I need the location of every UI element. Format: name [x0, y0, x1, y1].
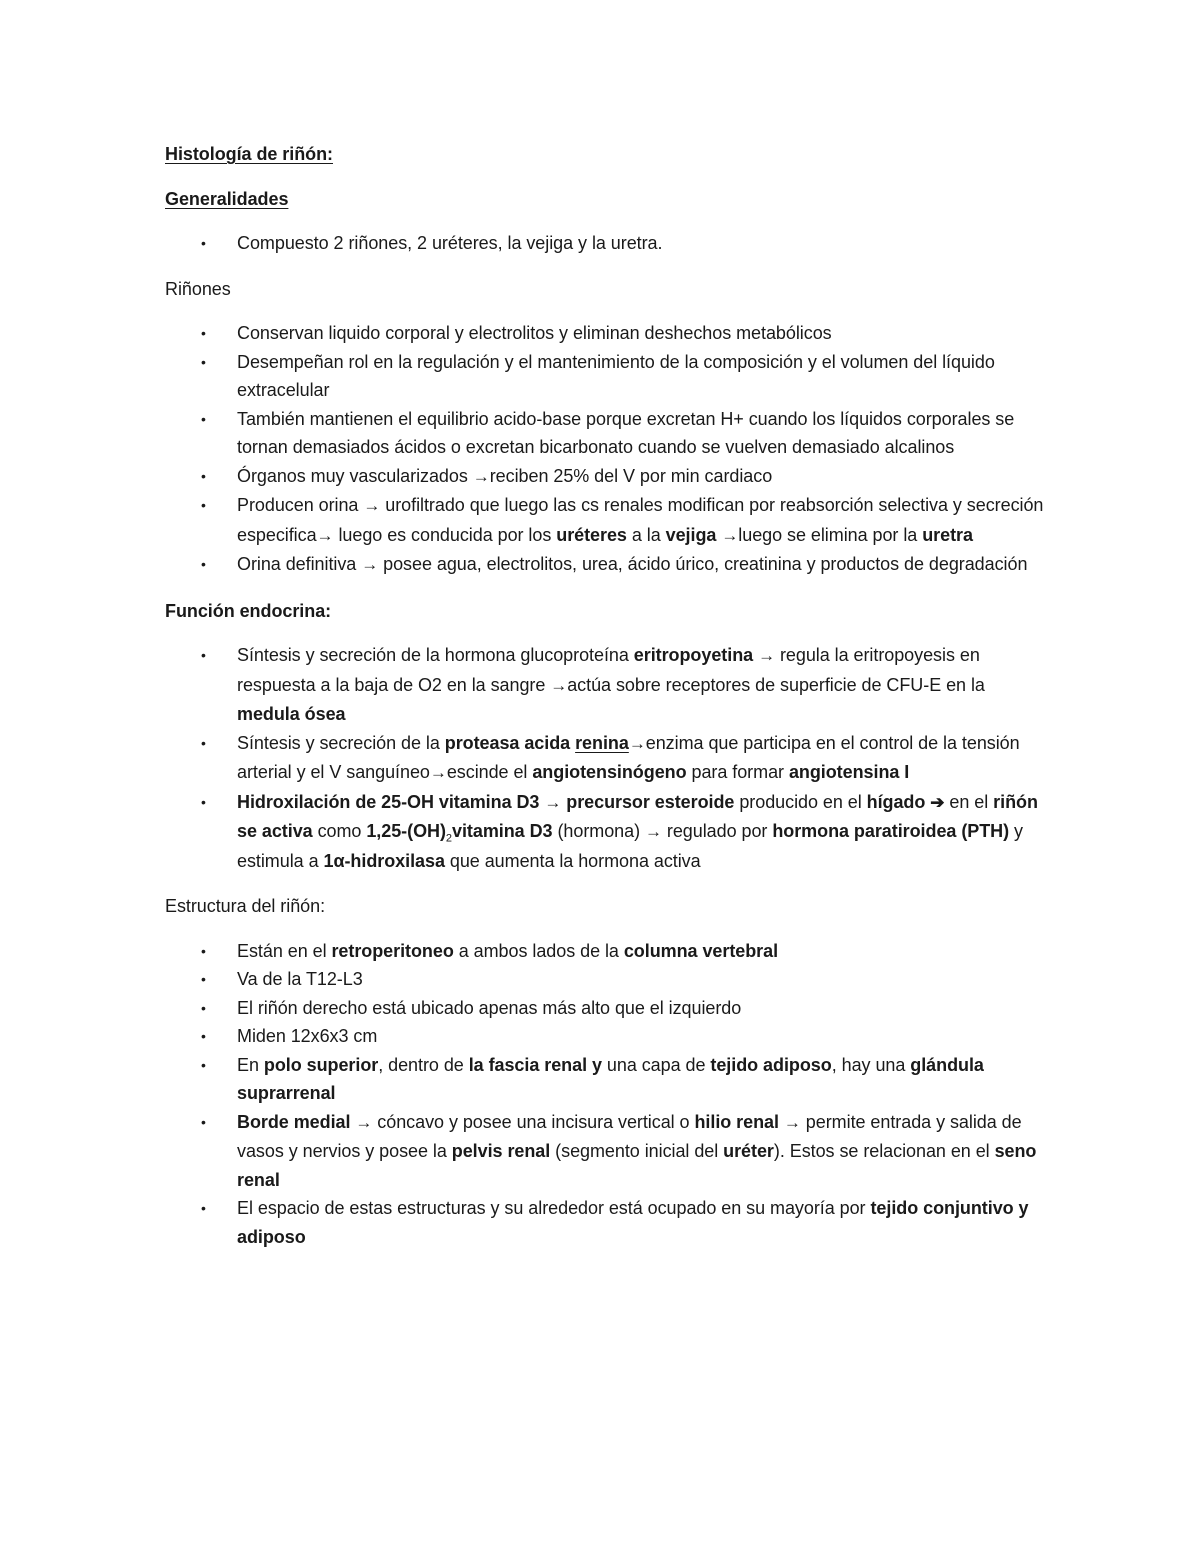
term-eritropoyetina: eritropoyetina	[633, 645, 754, 665]
item-text: regula la eritropoyesis en respuesta a la baja de O2 en la sangre	[237, 645, 980, 695]
item-text: urofiltrado que luego las cs renales modifican por reabsorción selectiva y secreción especifica	[237, 495, 1044, 545]
item-text: luego es conducida por los	[333, 524, 557, 545]
bullet-icon: •	[201, 325, 206, 341]
bullet-icon: •	[201, 1113, 206, 1130]
term-fascia-renal: la fascia renal y	[468, 1054, 602, 1075]
heading-text: Riñones	[165, 278, 231, 299]
item-text: Orina definitiva	[237, 554, 362, 574]
term-glandula: glándula suprarrenal	[237, 1054, 984, 1103]
item-text: Miden 12x6x3 cm	[237, 1026, 378, 1046]
term-pelvis-renal: pelvis renal	[451, 1141, 551, 1161]
item-text: Producen orina	[237, 495, 364, 515]
term-vitamina: vitamina D3	[452, 821, 553, 841]
term-tejido-adiposo: tejido adiposo	[710, 1054, 832, 1075]
term-ureter: uréter	[723, 1141, 774, 1161]
item-text: Compuesto 2 riñones, 2 uréteres, la vejiga y la uretra.	[237, 233, 663, 253]
bullet-icon: •	[201, 1028, 206, 1044]
bullet-icon: •	[201, 235, 206, 251]
heading-text: Función endocrina:	[165, 600, 332, 621]
item-text: cóncavo y posee una incisura vertical o	[372, 1111, 695, 1132]
item-text: posee agua, electrolitos, urea, ácido úrico, creatinina y productos de degradación	[378, 554, 1028, 574]
term-angiotensina: angiotensina I	[788, 762, 910, 782]
term-columna: columna vertebral	[623, 940, 779, 961]
title-text: Histología de riñón:	[165, 144, 333, 164]
item-text: luego se elimina por la	[738, 524, 923, 545]
item-text: Síntesis y secreción de la	[237, 732, 445, 753]
item-text: Va de la T12-L3	[237, 969, 363, 989]
bullet-icon: •	[201, 647, 206, 663]
heading-text: Estructura del riñón:	[165, 896, 326, 916]
item-text: actúa sobre receptores de superficie de CFU-E en la	[567, 674, 985, 695]
list-item	[165, 348, 1045, 405]
list-item	[165, 965, 1045, 994]
item-text: Desempeñan rol en la regulación y el mantenimiento de la composición y el volumen del líquido extracelular	[237, 351, 995, 400]
list-item	[165, 729, 1045, 788]
term-pth: hormona paratiroidea (PTH)	[772, 821, 1010, 841]
list-item	[165, 229, 1045, 258]
term-precursor: precursor esteroide	[561, 791, 735, 812]
term-vejiga: vejiga	[665, 524, 717, 545]
list-item	[165, 1051, 1045, 1108]
term-proteasa: proteasa acida	[444, 732, 576, 753]
bullet-icon: •	[201, 999, 206, 1016]
bullet-icon: •	[201, 734, 206, 751]
item-text: , dentro de	[378, 1054, 469, 1075]
section-heading-endocrina	[165, 597, 1045, 626]
arrow-icon: →	[355, 1112, 373, 1132]
item-text: Conservan liquido corporal y electrolitos y eliminan deshechos metabólicos	[237, 323, 832, 343]
list-estructura	[165, 937, 1045, 1252]
list-generalidades	[165, 229, 1045, 258]
list-item	[165, 1108, 1045, 1195]
list-item	[165, 491, 1045, 550]
item-text: a la	[626, 524, 666, 545]
arrow-icon: →	[472, 466, 490, 486]
item-text: ). Estos se relacionan en el	[773, 1141, 995, 1161]
item-text: reciben 25% del V por min cardiaco	[489, 465, 773, 486]
list-item	[165, 319, 1045, 348]
item-text: una capa de	[601, 1054, 711, 1075]
list-item	[165, 550, 1045, 580]
item-text: y estimula a	[237, 821, 1023, 871]
term-tejido-conjuntivo: tejido conjuntivo y adiposo	[237, 1198, 1029, 1247]
list-item	[165, 1194, 1045, 1251]
arrow-icon: →	[758, 646, 776, 665]
term-polo-superior: polo superior	[263, 1054, 379, 1075]
arrow-icon: →	[628, 733, 646, 753]
section-heading-rinones	[165, 275, 1045, 304]
item-text: permite entrada y salida de vasos y nervios y posee la	[237, 1111, 1022, 1161]
term-oh: 1,25-(OH)	[366, 821, 446, 841]
arrow-icon: →	[644, 822, 662, 841]
list-item	[165, 1022, 1045, 1051]
document-page	[165, 140, 1045, 1251]
bullet-icon: •	[201, 971, 206, 987]
subscript: 2	[445, 832, 452, 845]
bullet-icon: •	[201, 353, 206, 370]
term-medula-osea: medula ósea	[237, 704, 346, 724]
item-text: regulado por	[661, 821, 773, 841]
section-heading-estructura	[165, 892, 1045, 921]
item-text: producido en el	[734, 791, 867, 812]
bullet-icon: •	[201, 410, 206, 427]
term-borde-medial: Borde medial	[237, 1111, 351, 1132]
item-text: El espacio de estas estructuras y su alrededor está ocupado en su mayoría por	[237, 1198, 871, 1218]
list-item	[165, 462, 1045, 492]
heading-text: Generalidades	[165, 188, 289, 209]
list-endocrina	[165, 641, 1045, 875]
bullet-icon: •	[201, 1200, 206, 1216]
item-text: que aumenta la hormona activa	[444, 850, 701, 871]
term-hilio-renal: hilio renal	[694, 1111, 779, 1132]
term-ureteres: uréteres	[556, 524, 627, 545]
list-rinones	[165, 319, 1045, 580]
item-text: escinde el	[446, 762, 533, 782]
item-text: para formar	[686, 762, 789, 782]
arrow-icon: →	[361, 555, 379, 574]
term-uretra: uretra	[922, 524, 973, 545]
item-text: Síntesis y secreción de la hormona glucoproteína	[237, 645, 634, 665]
section-heading-generalidades	[165, 185, 1045, 214]
item-text: También mantienen el equilibrio acido-base porque excretan H+ cuando los líquidos corporales se tornan demasiados ácidos o excretan bicarbonato cuando se vuelven demasiado alcalinos	[237, 408, 1015, 457]
bullet-icon: •	[201, 942, 206, 959]
term-hidroxilasa: 1α-hidroxilasa	[323, 850, 445, 871]
bullet-icon: •	[201, 1056, 206, 1073]
bullet-icon: •	[201, 556, 206, 572]
arrow-icon: →	[316, 525, 334, 545]
term-renina: renina	[575, 732, 629, 753]
term-retroperitoneo: retroperitoneo	[331, 940, 454, 961]
item-text: (hormona)	[552, 821, 645, 841]
term-rinon-activa: riñón se activa	[237, 791, 1038, 841]
item-text: Órganos muy vascularizados	[237, 465, 473, 486]
item-text: Están en el	[237, 940, 332, 961]
bullet-icon: •	[201, 497, 206, 513]
list-item	[165, 641, 1045, 729]
term-higado: hígado	[866, 791, 926, 812]
arrow-icon: →	[783, 1112, 801, 1132]
list-item	[165, 937, 1045, 966]
arrow-icon: →	[429, 763, 447, 782]
bullet-icon: •	[201, 793, 206, 810]
arrow-icon: →	[544, 792, 562, 812]
arrow-icon: →	[363, 496, 381, 515]
term-hidroxilacion: Hidroxilación de 25-OH vitamina D3	[237, 791, 545, 812]
list-item	[165, 788, 1045, 876]
term-seno-renal: seno renal	[237, 1141, 1037, 1190]
term-angiotensinogeno: angiotensinógeno	[532, 762, 687, 782]
item-text: (segmento inicial del	[550, 1141, 724, 1161]
list-item	[165, 405, 1045, 462]
item-text: enzima que participa en el control de la tensión arterial y el V sanguíneo	[237, 732, 1020, 782]
document-title	[165, 140, 1045, 169]
arrow-icon: →	[721, 525, 739, 545]
item-text: a ambos lados de la	[453, 940, 624, 961]
item-text: en el	[944, 791, 994, 812]
list-item	[165, 994, 1045, 1023]
item-text: , hay una	[831, 1054, 911, 1075]
item-text: como	[312, 821, 367, 841]
item-text: En	[237, 1054, 264, 1075]
bold-arrow-icon: ➔	[930, 792, 945, 812]
arrow-icon: →	[550, 675, 568, 695]
bullet-icon: •	[201, 467, 206, 484]
item-text: El riñón derecho está ubicado apenas más alto que el izquierdo	[237, 997, 742, 1018]
